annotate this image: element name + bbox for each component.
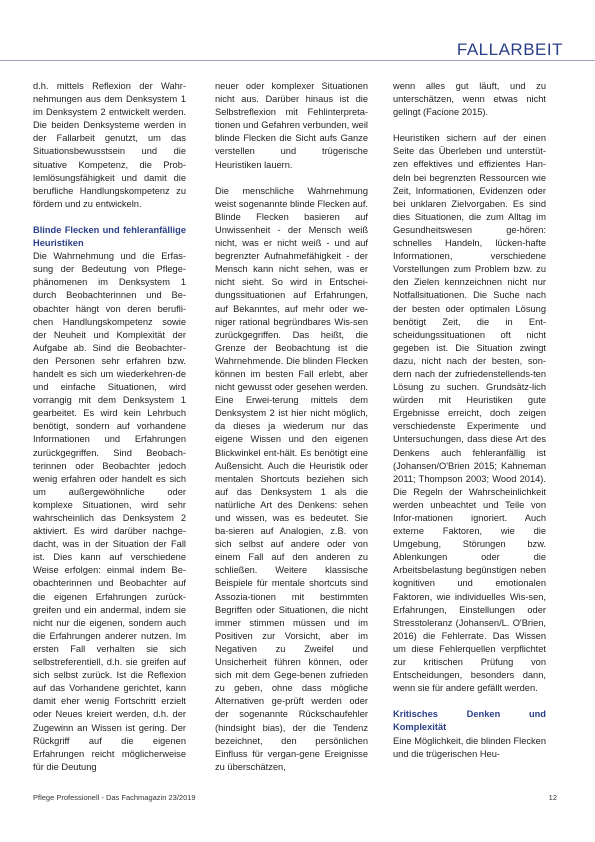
text-column-3 bbox=[393, 80, 546, 774]
subheading-kritisches-denken: Kritisches Denken und Komplexität bbox=[393, 709, 546, 733]
paragraph: Eine Möglichkeit, die blinden Flecken und die trügerischen Heu- bbox=[393, 735, 546, 759]
subheading-blinde-flecken: Blinde Flecken und fehleranfällige Heuristiken bbox=[33, 224, 186, 249]
page-number: 12 bbox=[548, 793, 557, 802]
footer-publication: Pflege Professionell - Das Fachmagazin 23/2019 bbox=[33, 793, 196, 802]
paragraph: Die Wahrnehmung und die Erfas-sung der Bedeutung von Pflege-phänomenen im Denksystem 1 durch Beobachterinnen und Be-obachter hängt von deren berufli-chen Handlungskompetenz sowie der Neuheit und Komplexität der Aufgabe ab. Sind die Beobachter-den Personen sehr erfahren bzw. handelt es sich um wiederkehren-de und einfache Situationen, wird vorrangig mit dem Denksystem 1 gearbeitet. Es wird kein Lehrbuch benötigt, sondern auf vorhandene Informationen und Erfahrungen zurückgegriffen. Sind Beobach-terinnen oder Beobachter jedoch wenig erfahren oder handelt es sich um außergewöhnliche oder komplexe Situationen, wird sehr wahrscheinlich das Denksystem 2 aktiviert. Es wird darüber nachge-dacht, was in der Situation der Fall ist. Dies kann auf verschiedene Weise erfolgen: einmal indem Be-obachterinnen und Beobachter auf die eigenen Erfahrungen zurück-greifen und ein andermal, indem sie nicht nur die eigenen, sondern auch die Erfahrungen anderer nutzen. Im ersten Fall verhalten sie sich selbstreferentiell, d.h. sie greifen auf sich selbst zurück. Ist die Reflexion auf das Vorhandene gerichtet, kann damit eher wenig Fortschritt erzielt oder Neues kreiert werden, d.h. der Zugewinn an Wissen ist gering. Der Rückgriff auf die eigenen Erfahrungen reicht möglicherweise für die Deutung bbox=[33, 251, 186, 772]
paragraph: Die menschliche Wahrnehmung weist sogenannte blinde Flecken auf. Blinde Flecken basieren auf Unwissenheit - der Mensch weiß nicht, was er nicht weiß - und auf begrenzter Aufnahmefähigkeit - der Mensch kann nicht sehen, was er nicht sieht. So wird in Entschei-dungssituationen auf Erfahrungen, auf Bekanntes, auf mehr oder we-niger rational begründbares Wis-sen zurückgegriffen. Das heißt, die Grenze der Beobachtung ist die Wahrnehmende. Die blinden Flecken können im besten Fall erlebt, aber nicht gewusst oder gesehen werden. Eine Erwei-terung mittels dem Denksystem 2 ist hier nicht möglich, da dieses ja wiederum nur das eigene Wissen und den eigenen Blickwinkel ent-hält. Es benötigt eine Außensicht. Auch die Heuristik oder mentalen Shortcuts beziehen sich auf das Denksystem 1 als die natürliche Art des Denkens: sehen und wissen, was es bedeutet. Sie ba-sieren auf Analogien, z.B. von sich selbst auf andere oder von einem Fall auf den anderen zu schließen. Weitere klassische Beispiele für mentale shortcuts sind Assozia-tionen mit bestimmten Begriffen oder Situationen, die nicht immer stimmen müssen und im Positiven zur Vorsicht, aber im Negativen zu Zweifel und Unsicherheit führen können, oder sich mit dem Gege-benen zufrieden zu geben, ohne dass mögliche Alternativen ge-prüft werden oder der sogenannte Rückschaufehler (hindsight bias), der die Tendenz bezeichnet, den persönlichen Einfluss für vergan-gene Ereignisse zu überschätzen, bbox=[215, 185, 368, 772]
paragraph: neuer oder komplexer Situationen nicht aus. Darüber hinaus ist die Selbstreflexion mit Fehlinterpreta-tionen und Gefahren verbunden, weil blinde Flecken die Sicht aufs Ganze verstellen und trügerische Heuristiken lauern. bbox=[215, 81, 368, 170]
paragraph: wenn alles gut läuft, und zu unterschätzen, wenn etwas nicht gelingt (Facione 2015). bbox=[393, 81, 546, 118]
paragraph: Heuristiken sichern auf der einen Seite das Überleben und unterstüt-zen effektives und effizientes Han-deln bei begrenzten Ressourcen wie Zeit, Informationen, Evidenzen oder bei unklaren Zielvorgaben. Es sind dies Situationen, die zum Alltag im Gesundheitswesen ge-hören: schnelles Handeln, lücken-hafte Informationen, verschiedene Vorstellungen zum Problem bzw. zu den Zielen kennzeichnen nicht nur Notfallsituationen. Die Suche nach der besten oder optimalen Lösung benötigt Zeit, die in Ent-scheidungssituationen oft nicht gegeben ist. Die Situation zwingt dazu, nicht nach der besten, son-dern nach der zufriedenstellends-ten Lösung zu suchen. Grundsätz-lich würden mit Heuristiken gute Ergebnisse erreicht, doch zeigen verschiedenste Experimente und Untersuchungen, dass diese Art des Denkens auch fehleranfällig ist (Johansen/O'Brien 2015; Kahneman 2011; Thompson 2003; Wood 2014). Die Regeln der Wahrscheinlichkeit werden unbeachtet und Teile von Infor-mationen ignoriert. Auch externe Faktoren, wie die Umgebung, Störungen bzw. Ablenkungen oder die Arbeitsbelastung begünstigen neben kognitiven und emotionalen Faktoren, wie individuelles Wis-sen, Erfahrungen, Einstellungen oder Stresstoleranz (Johansen/L. O'Brien, 2016) die Fehlerrate. Das Wissen um diese Fehlerquellen verpflichtet zur kritischen Prüfung von Entscheidungen, besonders dann, wenn sie für andere gefällt werden. bbox=[393, 133, 546, 694]
section-title: FALLARBEIT bbox=[456, 40, 563, 59]
text-column-2 bbox=[215, 80, 368, 787]
header-divider bbox=[0, 60, 595, 61]
text-column-1 bbox=[33, 80, 186, 787]
paragraph: d.h. mittels Reflexion der Wahr-nehmungen aus dem Denksystem 1 im Denksystem 2 entwickelt werden. Die beiden Denksysteme werden in der Fallarbeit genutzt, um das Situationsbewusstsein und die situative Kompetenz, die Prob-lemlösungsfähigkeit und damit die berufliche Handlungskompetenz zu fördern und zu entwickeln. bbox=[33, 81, 186, 209]
